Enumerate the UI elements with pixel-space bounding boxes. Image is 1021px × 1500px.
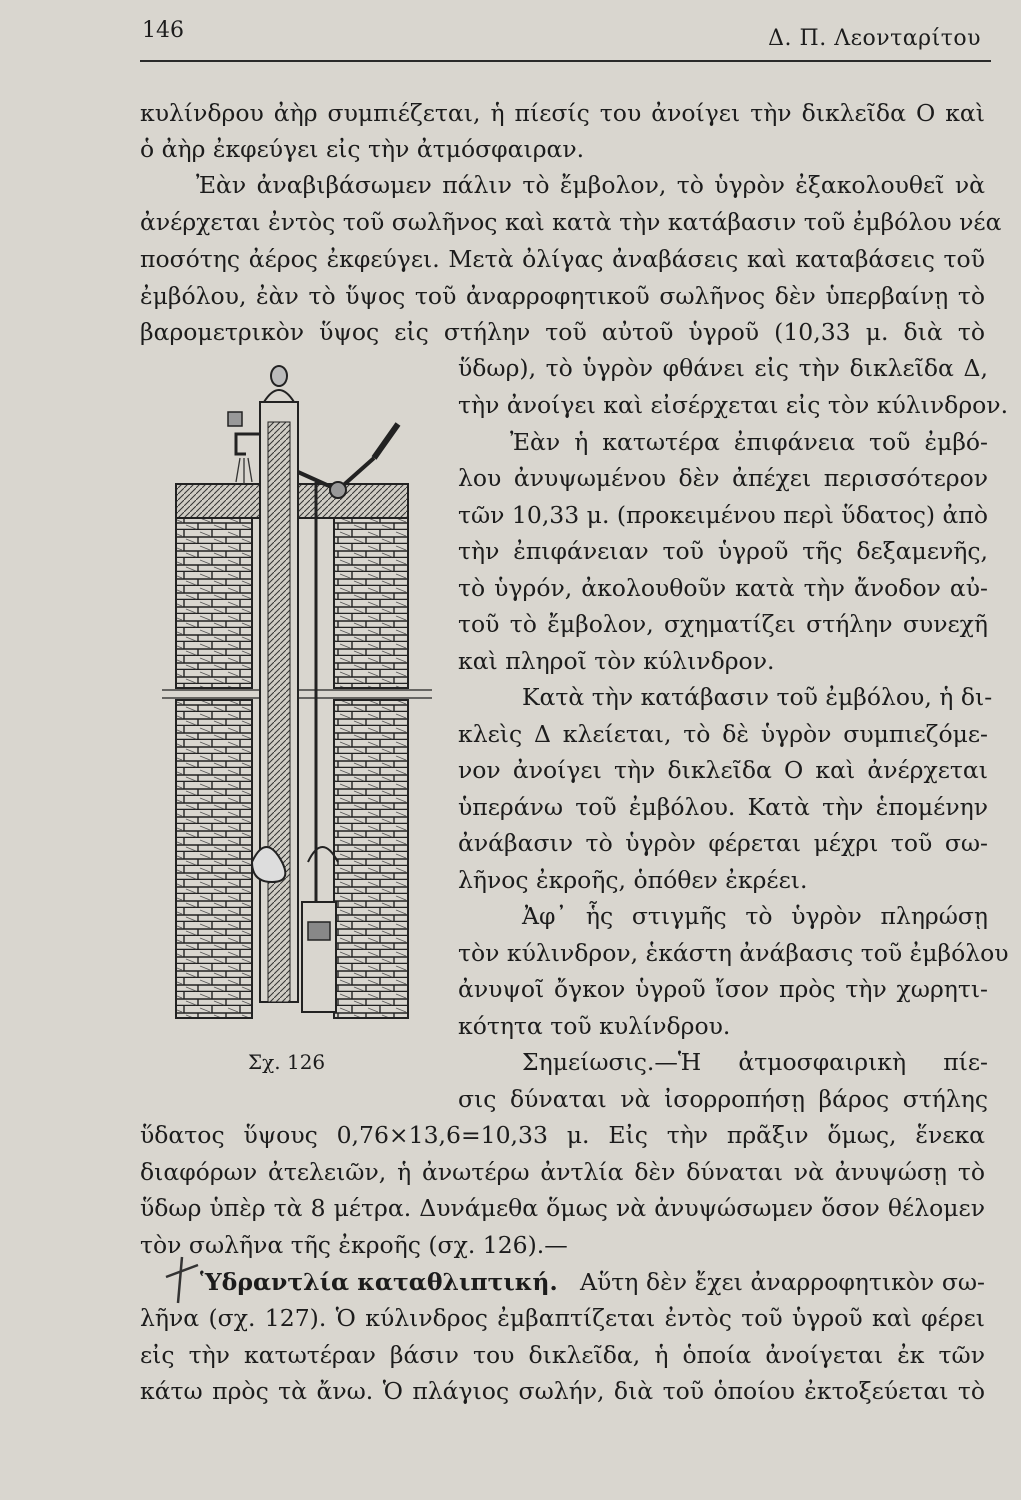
text-line: ὁ ἀὴρ ἐκφεύγει εἰς τὴν ἀτμόσφαιραν. [140,135,585,163]
text-line: Αὕτη δὲν ἔχει ἀναρροφητικὸν σω- [580,1268,985,1296]
text-line: Σημείωσις.—Ἡ ἀτμοσφαιρικὴ πίε- [522,1048,988,1076]
text-line: κάτω πρὸς τὰ ἄνω. Ὁ πλάγιος σωλήν, διὰ τοῦ ὁποίου ἐκτοξεύεται τὸ [140,1377,985,1405]
text-line: λῆνα (σχ. 127). Ὁ κύλινδρος ἐμβαπτίζεται ἐντὸς τοῦ ὑγροῦ καὶ φέρει [140,1304,985,1332]
text-line: ἀνάβασιν τὸ ὑγρὸν φέρεται μέχρι τοῦ σω- [458,829,988,857]
text-line: ἀνυψοῖ ὄγκον ὑγροῦ ἴσον πρὸς τὴν χωρητι- [458,975,988,1003]
text-line: Ἐὰν ἡ κατωτέρα ἐπιφάνεια τοῦ ἐμβό- [510,428,988,456]
text-line: Ἐὰν ἀναβιβάσωμεν πάλιν τὸ ἔμβολον, τὸ ὑγρὸν ἐξακολουθεῖ νὰ [196,171,985,199]
running-header-author: Δ. Π. Λεονταρίτου [768,26,981,51]
handwritten-mark-icon [160,1255,204,1305]
text-line: κυλίνδρου ἀὴρ συμπιέζεται, ἡ πίεσίς του ἀνοίγει τὴν δικλεῖδα Ο καὶ [140,99,985,127]
text-line: ἀνέρχεται ἐντὸς τοῦ σωλῆνος καὶ κατὰ τὴν κατάβασιν τοῦ ἐμβόλου νέα [140,208,1002,236]
text-line: τὴν ἀνοίγει καὶ εἰσέρχεται εἰς τὸν κύλινδρον. [458,391,1009,419]
text-line: ὑπεράνω τοῦ ἐμβόλου. Κατὰ τὴν ἑπομένην [458,793,988,821]
text-line: Κατὰ τὴν κατάβασιν τοῦ ἐμβόλου, ἡ δι- [522,683,993,711]
text-line: κλεὶς Δ κλείεται, τὸ δὲ ὑγρὸν συμπιεζόμε- [458,720,988,748]
figure-caption: Σχ. 126 [248,1050,326,1074]
text-line: σις δύναται νὰ ἰσορροπήσῃ βάρος στήλης [458,1085,988,1113]
text-line: ποσότης ἀέρος ἐκφεύγει. Μετὰ ὀλίγας ἀναβάσεις καὶ καταβάσεις τοῦ [140,245,985,273]
text-line: λῆνος ἐκροῆς, ὁπόθεν ἐκρέει. [458,866,808,894]
text-line: τῶν 10,33 μ. (προκειμένου περὶ ὕδατος) ἀπὸ [458,501,989,529]
text-line: νον ἀνοίγει τὴν δικλεῖδα Ο καὶ ἀνέρχεται [458,756,988,784]
text-line: ὕδατος ὕψους 0,76×13,6=10,33 μ. Εἰς τὴν πρᾶξιν ὅμως, ἕνεκα [140,1121,985,1149]
text-line: κότητα τοῦ κυλίνδρου. [458,1012,731,1040]
text-line: Ἀφ᾽ ἧς στιγμῆς τὸ ὑγρὸν πληρώσῃ [522,902,988,930]
text-line: τὸν σωλῆνα τῆς ἐκροῆς (σχ. 126).— [140,1231,568,1259]
text-line: τὴν ἐπιφάνειαν τοῦ ὑγροῦ τῆς δεξαμενῆς, [458,537,988,565]
text-line: εἰς τὴν κατωτέραν βάσιν του δικλεῖδα, ἡ ὁποία ἀνοίγεται ἐκ τῶν [140,1341,985,1369]
text-line: ἐμβόλου, ἐὰν τὸ ὕψος τοῦ ἀναρροφητικοῦ σωλῆνος δὲν ὑπερβαίνῃ τὸ [140,282,985,310]
page-number: 146 [142,18,184,43]
text-line: ὕδωρ ὑπὲρ τὰ 8 μέτρα. Δυνάμεθα ὅμως νὰ ἀνυψώσωμεν ὅσον θέλομεν [140,1194,985,1222]
text-line: τὸν κύλινδρον, ἑκάστη ἀνάβασις τοῦ ἐμβόλου [458,939,1009,967]
text-line: διαφόρων ἀτελειῶν, ἡ ἀνωτέρω ἀντλία δὲν δύναται νὰ ἀνυψώσῃ τὸ [140,1158,985,1186]
text-line: βαρομετρικὸν ὕψος εἰς στήλην τοῦ αὐτοῦ ὑγροῦ (10,33 μ. διὰ τὸ [140,318,985,346]
text-line: λου ἀνυψωμένου δὲν ἀπέχει περισσότερον [458,464,988,492]
text-line: ὕδωρ), τὸ ὑγρὸν φθάνει εἰς τὴν δικλεῖδα Δ, [458,354,988,382]
header-rule [140,60,991,62]
text-line: τὸ ὑγρόν, ἀκολουθοῦν κατὰ τὴν ἄνοδον αὐ- [458,574,988,602]
pump-illustration [142,362,446,1022]
text-line: καὶ πληροῖ τὸν κύλινδρον. [458,647,775,675]
section-heading: Ὑδραντλία καταθλιπτική. [200,1268,558,1296]
text-line: τοῦ τὸ ἔμβολον, σχηματίζει στήλην συνεχῆ [458,610,988,638]
